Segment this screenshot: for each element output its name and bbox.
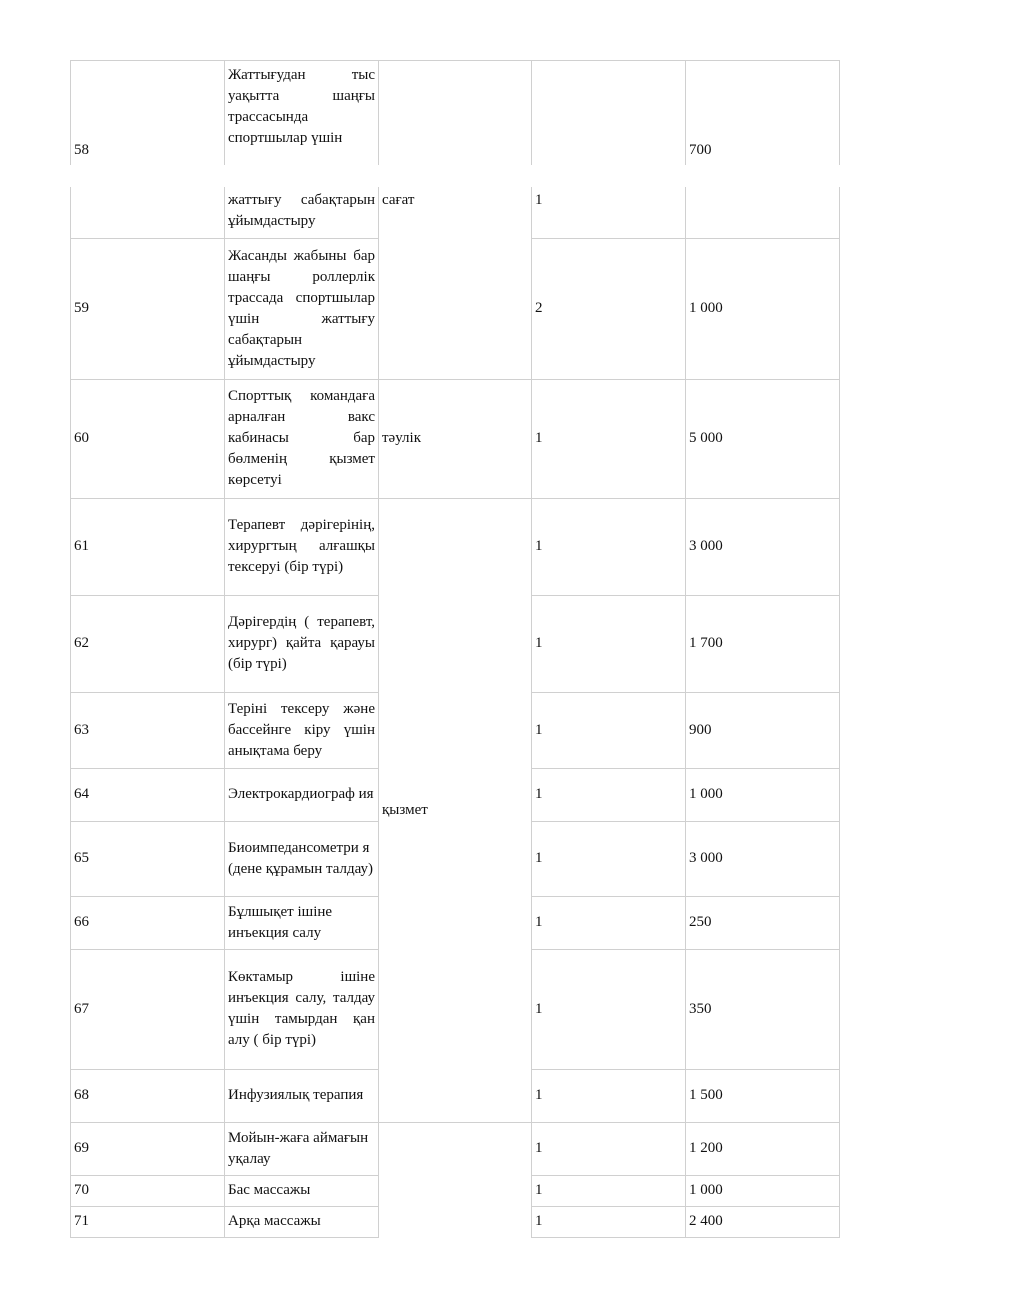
row-number: 68 — [71, 1069, 225, 1122]
row-number: 71 — [71, 1206, 225, 1237]
quantity-cell: 1 — [532, 1069, 686, 1122]
quantity-cell: 1 — [532, 1122, 686, 1175]
service-name: Мойын-жаға аймағын уқалау — [225, 1122, 379, 1175]
price-cell: 2 400 — [686, 1206, 840, 1237]
table-row — [71, 498, 840, 595]
unit-cell: тәулік — [379, 379, 532, 498]
quantity-cell: 1 — [532, 1206, 686, 1237]
table-row — [71, 187, 840, 238]
service-name: Көктамыр ішіне инъекция салу, талдау үшін тамырдан қан алу ( бір түрі) — [225, 949, 379, 1069]
service-name: Жасанды жабыны бар шаңғы роллерлік трассада спортшылар үшін жаттығу сабақтарын ұйымдастыру — [225, 238, 379, 379]
quantity-cell: 1 — [532, 896, 686, 949]
price-cell: 1 200 — [686, 1122, 840, 1175]
price-cell — [686, 187, 840, 238]
quantity-cell: 1 — [532, 187, 686, 238]
price-cell: 5 000 — [686, 379, 840, 498]
price-cell: 1 500 — [686, 1069, 840, 1122]
quantity-cell: 1 — [532, 949, 686, 1069]
quantity-cell: 1 — [532, 1175, 686, 1206]
service-name: Дәрігердің ( терапевт, хирург) қайта қарауы (бір түрі) — [225, 595, 379, 692]
row-number: 65 — [71, 821, 225, 896]
price-cell: 3 000 — [686, 821, 840, 896]
row-number: 63 — [71, 692, 225, 768]
price-cell: 1 000 — [686, 238, 840, 379]
row-number: 67 — [71, 949, 225, 1069]
unit-cell-empty — [379, 1122, 532, 1237]
table-row — [71, 379, 840, 498]
price-cell: 250 — [686, 896, 840, 949]
price-cell: 900 — [686, 692, 840, 768]
service-name: Теріні тексеру және бассейнге кіру үшін анықтама беру — [225, 692, 379, 768]
quantity-cell: 1 — [532, 379, 686, 498]
row-number — [71, 187, 225, 238]
service-name: Жаттығудан тыс уақытта шаңғы трассасында спортшылар үшін — [225, 61, 379, 165]
quantity-cell: 1 — [532, 498, 686, 595]
row-number: 70 — [71, 1175, 225, 1206]
price-cell: 1 700 — [686, 595, 840, 692]
row-number: 61 — [71, 498, 225, 595]
price-table-part-2 — [70, 187, 840, 1238]
unit-cell: қызмет — [379, 498, 532, 1122]
price-cell: 1 000 — [686, 768, 840, 821]
unit-cell — [379, 61, 532, 165]
price-cell: 350 — [686, 949, 840, 1069]
service-name: Инфузиялық терапия — [225, 1069, 379, 1122]
row-number: 60 — [71, 379, 225, 498]
service-name: Спорттық командаға арналған вакс кабинасы бар бөлменің қызмет көрсетуі — [225, 379, 379, 498]
row-number: 66 — [71, 896, 225, 949]
row-number: 58 — [71, 61, 225, 165]
row-number: 64 — [71, 768, 225, 821]
table-row — [71, 61, 840, 165]
quantity-cell: 1 — [532, 692, 686, 768]
price-cell: 700 — [686, 61, 840, 165]
quantity-cell: 2 — [532, 238, 686, 379]
service-name: Электрокардиограф ия — [225, 768, 379, 821]
row-number: 59 — [71, 238, 225, 379]
service-name: жаттығу сабақтарын ұйымдастыру — [225, 187, 379, 238]
quantity-cell — [532, 61, 686, 165]
price-cell: 3 000 — [686, 498, 840, 595]
service-name: Терапевт дәрігерінің, хирургтың алғашқы тексеруі (бір түрі) — [225, 498, 379, 595]
service-name: Бас массажы — [225, 1175, 379, 1206]
table-row — [71, 1122, 840, 1175]
quantity-cell: 1 — [532, 595, 686, 692]
quantity-cell: 1 — [532, 821, 686, 896]
price-cell: 1 000 — [686, 1175, 840, 1206]
unit-cell: сағат — [379, 187, 532, 379]
price-table-part-1 — [70, 60, 840, 165]
service-name: Арқа массажы — [225, 1206, 379, 1237]
service-name: Биоимпедансометри я (дене құрамын талдау) — [225, 821, 379, 896]
row-number: 69 — [71, 1122, 225, 1175]
row-number: 62 — [71, 595, 225, 692]
service-name: Бұлшықет ішіне инъекция салу — [225, 896, 379, 949]
quantity-cell: 1 — [532, 768, 686, 821]
